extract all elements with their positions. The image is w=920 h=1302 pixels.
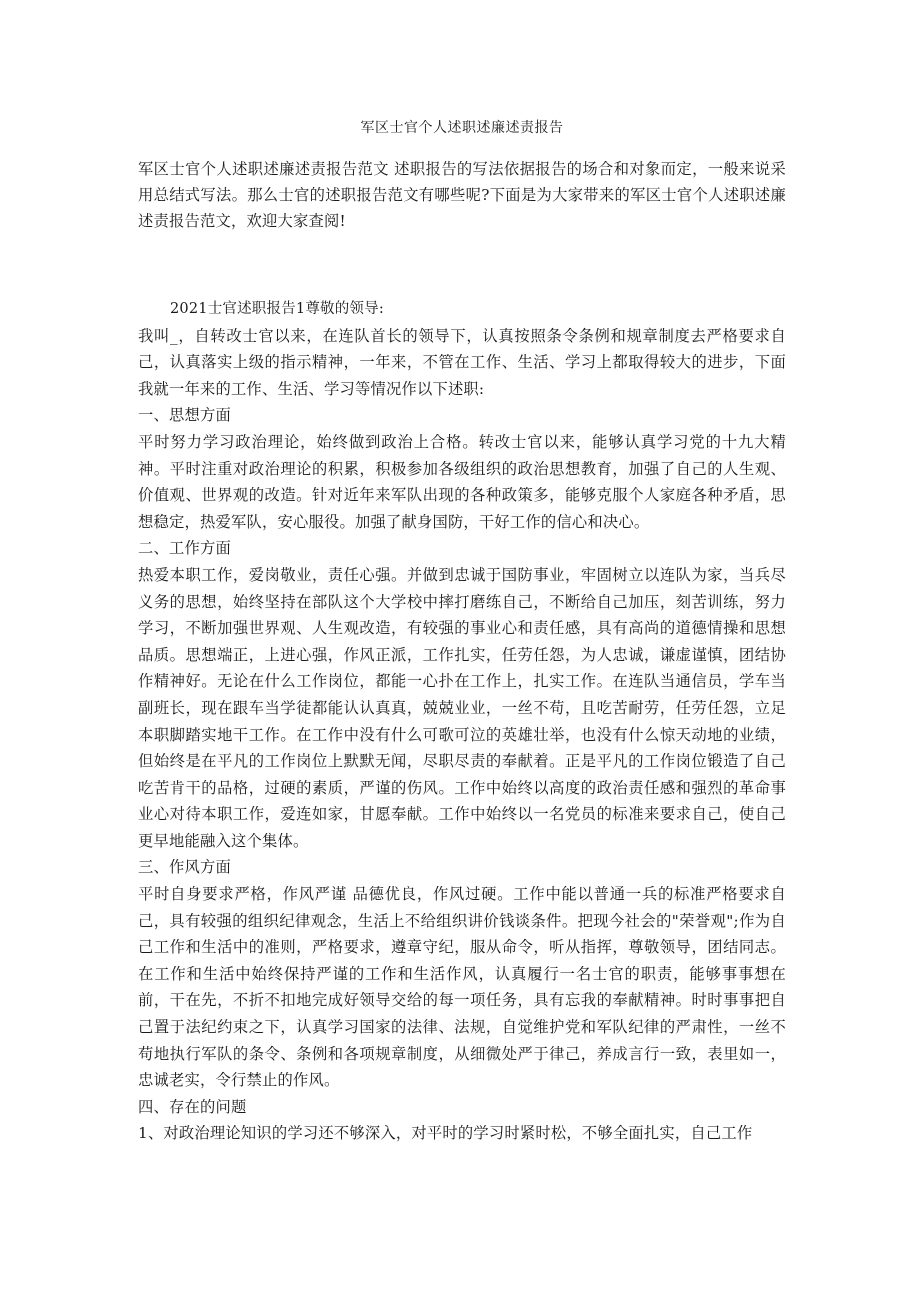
- problem-item-1: 1、对政治理论知识的学习还不够深入，对平时的学习时紧时松，不够全面扎实，自己工作: [138, 1124, 753, 1143]
- section-heading-work: 二、工作方面: [138, 539, 231, 558]
- intro-paragraph: 军区士官个人述职述廉述责报告范文 述职报告的写法依据报告的场合和对象而定，一般来说采用总结式写法。那么士官的述职报告范文有哪些呢?下面是为大家带来的军区士官个人述职述廉述责报告范文，欢迎大家查阅!: [138, 160, 786, 230]
- section-text-work: 热爱本职工作，爱岗敬业，责任心强。并做到忠诚于国防事业，牢固树立以连队为家，当兵尽义务的思想，始终坚持在部队这个大学校中摔打磨练自己，不断给自己加压，刻苦训练，努力学习，不断加强世界观、人生观改造，有较强的事业心和责任感，具有高尚的道德情操和思想品质。思想端正，上进心强，作风正派，工作扎实，任劳任怨，为人忠诚，谦虚谨慎，团结协作精神好。无论在什么工作岗位，都能一心扑在工作上，扎实工作。在连队当通信员，学车当副班长，现在跟车当学徒都能认认真真，兢兢业业，一丝不苟，且吃苦耐劳，任劳任怨，立足本职脚踏实地干工作。在工作中没有什么可歌可泣的英雄壮举，也没有什么惊天动地的业绩，但始终是在平凡的工作岗位上默默无闻，尽职尽责的奉献着。正是平凡的工作岗位锻造了自己吃苦肯干的品格，过硬的素质，严谨的伤风。工作中始终以高度的政治责任感和强烈的革命事业心对待本职工作，爱连如家，甘愿奉献。工作中始终以一名党员的标准来要求自己，使自己更早地能融入这个集体。: [138, 565, 786, 850]
- section-text-thought: 平时努力学习政治理论，始终做到政治上合格。转改士官以来，能够认真学习党的十九大精神。平时注重对政治理论的积累，积极参加各级组织的政治思想教育，加强了自己的人生观、价值观、世界观的改造。针对近年来军队出现的各种政策多，能够克服个人家庭各种矛盾，思想稳定，热爱军队，安心服役。加强了献身国防，干好工作的信心和决心。: [138, 432, 786, 531]
- section-heading-problems: 四、存在的问题: [138, 1097, 247, 1116]
- report-body: [138, 296, 786, 1147]
- greeting-line: 2021士官述职报告1尊敬的领导:: [170, 301, 384, 317]
- section-heading-thought: 一、思想方面: [138, 406, 231, 425]
- section-text-style: 平时自身要求严格，作风严谨 品德优良，作风过硬。工作中能以普通一兵的标准严格要求自己，具有较强的组织纪律观念，生活上不给组织讲价钱谈条件。把现今社会的"荣誉观";作为自己工作和生活中的准则，严格要求，遵章守纪，服从命令，听从指挥，尊敬领导，团结同志。在工作和生活中始终保持严谨的工作和生活作风，认真履行一名士官的职责，能够事事想在前，干在先，不折不扣地完成好领导交给的每一项任务，具有忘我的奉献精神。时时事事把自己置于法纪约束之下，认真学习国家的法律、法规，自觉维护党和军队纪律的严肃性，一丝不苟地执行军队的条令、条例和各项规章制度，从细微处严于律己，养成言行一致，表里如一，忠诚老实，令行禁止的作风。: [138, 885, 786, 1090]
- opening-paragraph: 我叫_，自转改士官以来，在连队首长的领导下，认真按照条令条例和规章制度去严格要求自己，认真落实上级的指示精神，一年来，不管在工作、生活、学习上都取得较大的进步，下面我就一年来的工作、生活、学习等情况作以下述职:: [138, 326, 786, 398]
- document-title: 军区士官个人述职述廉述责报告: [360, 120, 564, 136]
- section-heading-style: 三、作风方面: [138, 858, 231, 877]
